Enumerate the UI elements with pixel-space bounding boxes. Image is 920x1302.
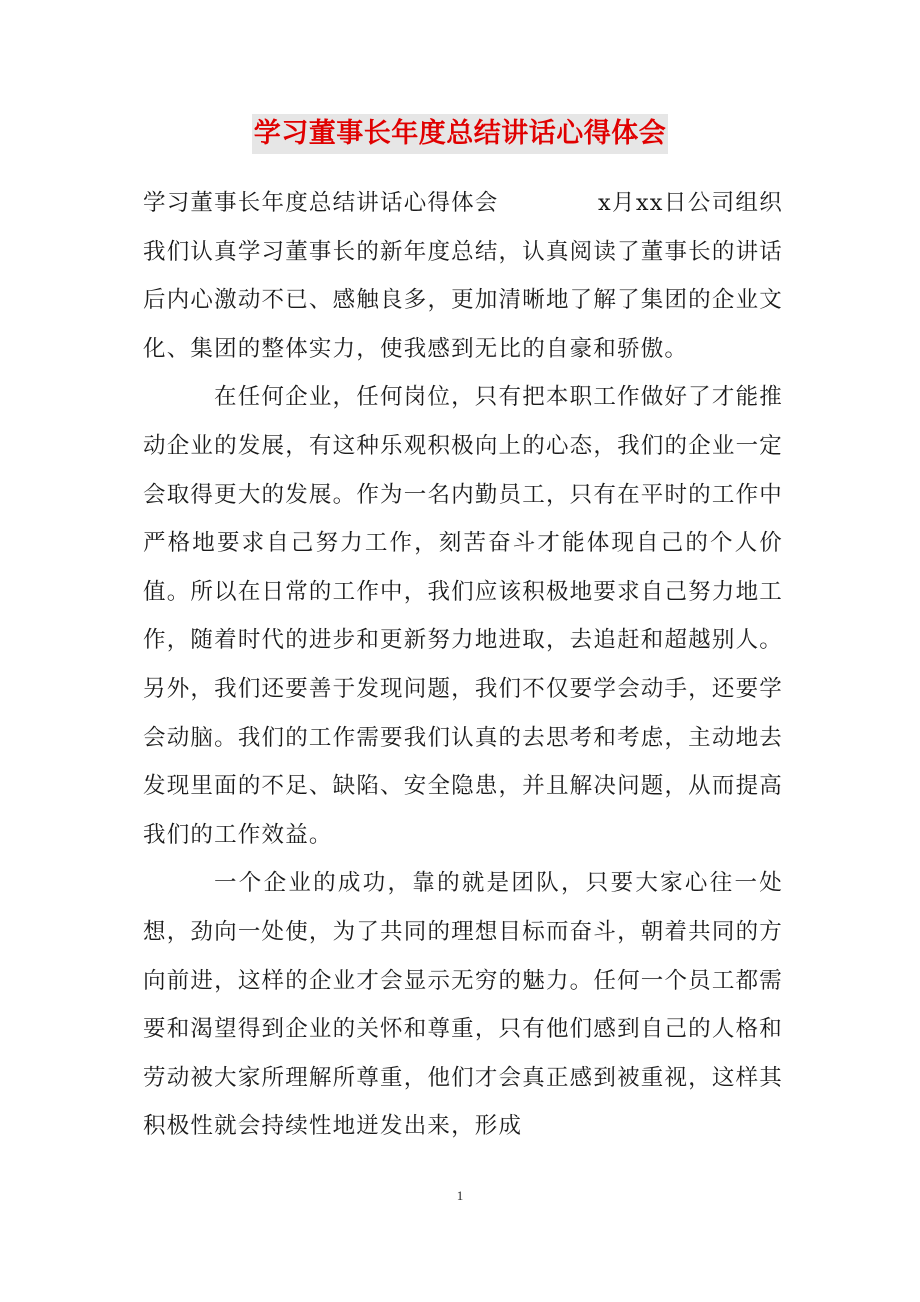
document-body	[143, 179, 783, 1151]
paragraph-lead-title: 学习董事长年度总结讲话心得体会	[143, 190, 499, 216]
title-container	[0, 114, 920, 154]
document-title: 学习董事长年度总结讲话心得体会	[252, 114, 669, 154]
paragraph-1	[143, 179, 783, 373]
paragraph-text: x月xx日公司组织我们认真学习董事长的新年度总结，认真阅读了董事长的讲话后内心激动不已、感触良多，更加清晰地了解了集团的企业文化、集团的整体实力，使我感到无比的自豪和骄傲。	[143, 190, 783, 362]
paragraph-3: 一个企业的成功，靠的就是团队，只要大家心往一处想，劲向一处使，为了共同的理想目标而奋斗，朝着共同的方向前进，这样的企业才会显示无穷的魅力。任何一个员工都需要和渴望得到企业的关怀和尊重，只有他们感到自己的人格和劳动被大家所理解所尊重，他们才会真正感到被重视，这样其积极性就会持续性地迸发出来，形成	[143, 870, 783, 1140]
paragraph-2: 在任何企业，任何岗位，只有把本职工作做好了才能推动企业的发展，有这种乐观积极向上的心态，我们的企业一定会取得更大的发展。作为一名内勤员工，只有在平时的工作中严格地要求自己努力工作，刻苦奋斗才能体现自己的个人价值。所以在日常的工作中，我们应该积极地要求自己努力地工作，随着时代的进步和更新努力地进取，去追赶和超越别人。另外，我们还要善于发现问题，我们不仅要学会动手，还要学会动脑。我们的工作需要我们认真的去思考和考虑，主动地去发现里面的不足、缺陷、安全隐患，并且解决问题，从而提高我们的工作效益。	[143, 384, 783, 848]
page-number: 1	[456, 1188, 464, 1203]
